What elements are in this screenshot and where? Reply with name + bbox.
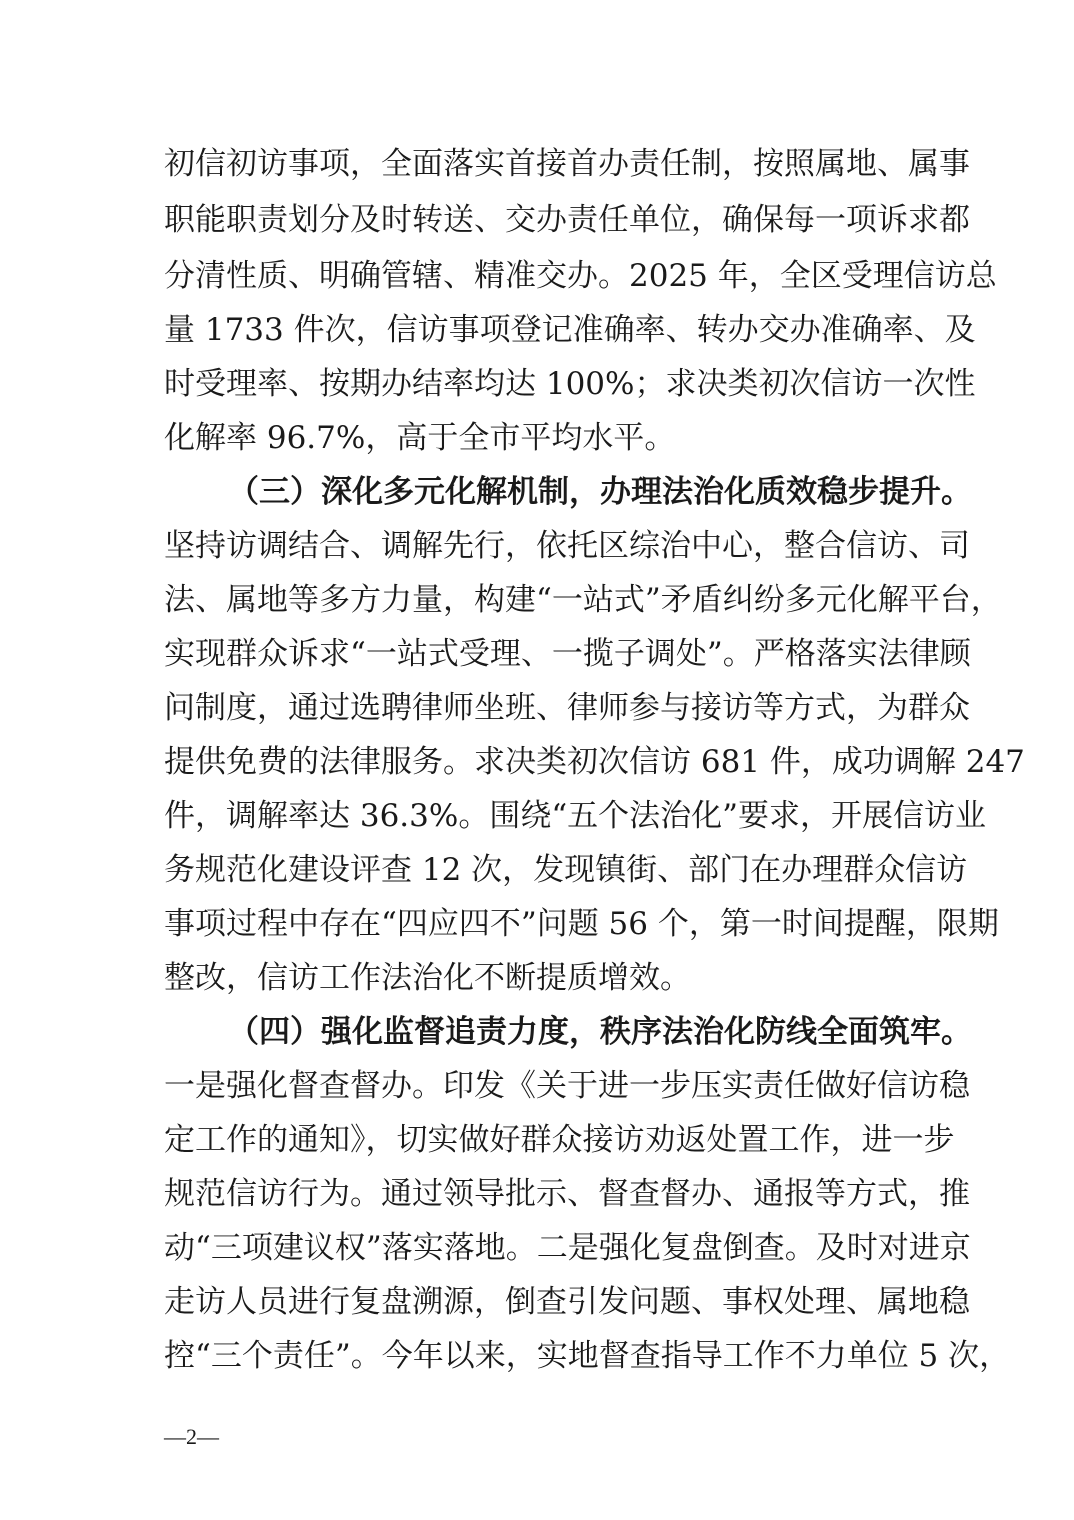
body-line: 件，调解率达 36.3%。围绕“五个法治化”要求，开展信访业 bbox=[164, 798, 987, 834]
page-number: —2— bbox=[164, 1424, 219, 1449]
body-line: 量 1733 件次，信访事项登记准确率、转办交办准确率、及 bbox=[164, 312, 976, 348]
body-line: 定工作的通知》，切实做好群众接访劝返处置工作，进一步 bbox=[164, 1122, 955, 1158]
body-line: 时受理率、按期办结率均达 100%；求决类初次信访一次性 bbox=[164, 366, 976, 402]
body-line: 化解率 96.7%，高于全市平均水平。 bbox=[164, 420, 676, 456]
body-line: 初信初访事项，全面落实首接首办责任制，按照属地、属事 bbox=[164, 146, 970, 182]
body-line: 走访人员进行复盘溯源，倒查引发问题、事权处理、属地稳 bbox=[164, 1284, 970, 1320]
body-line: 动“三项建议权”落实落地。二是强化复盘倒查。及时对进京 bbox=[164, 1230, 971, 1266]
body-line: 控“三个责任”。今年以来，实地督查指导工作不力单位 5 次， bbox=[164, 1338, 1011, 1374]
body-line: 务规范化建设评查 12 次，发现镇街、部门在办理群众信访 bbox=[164, 852, 968, 888]
section-heading-4: （四）强化监督追责力度，秩序法治化防线全面筑牢。 bbox=[228, 1014, 972, 1050]
body-line: 实现群众诉求“一站式受理、一揽子调处”。严格落实法律顾 bbox=[164, 636, 971, 672]
body-line: 坚持访调结合、调解先行，依托区综治中心，整合信访、司 bbox=[164, 528, 970, 564]
body-line: 问制度，通过选聘律师坐班、律师参与接访等方式，为群众 bbox=[164, 690, 970, 726]
body-line: 事项过程中存在“四应四不”问题 56 个，第一时间提醒，限期 bbox=[164, 906, 999, 942]
body-line: 规范信访行为。通过领导批示、督查督办、通报等方式，推 bbox=[164, 1176, 970, 1212]
body-line: 一是强化督查督办。印发《关于进一步压实责任做好信访稳 bbox=[164, 1068, 970, 1104]
body-line: 职能职责划分及时转送、交办责任单位，确保每一项诉求都 bbox=[164, 202, 970, 238]
body-line: 法、属地等多方力量，构建“一站式”矛盾纠纷多元化解平台， bbox=[164, 582, 1002, 618]
body-line: 整改，信访工作法治化不断提质增效。 bbox=[164, 960, 691, 996]
section-heading-3: （三）深化多元化解机制，办理法治化质效稳步提升。 bbox=[228, 474, 972, 510]
body-line: 提供免费的法律服务。求决类初次信访 681 件，成功调解 247 bbox=[164, 744, 1025, 780]
body-line: 分清性质、明确管辖、精准交办。2025 年，全区受理信访总 bbox=[164, 258, 997, 294]
